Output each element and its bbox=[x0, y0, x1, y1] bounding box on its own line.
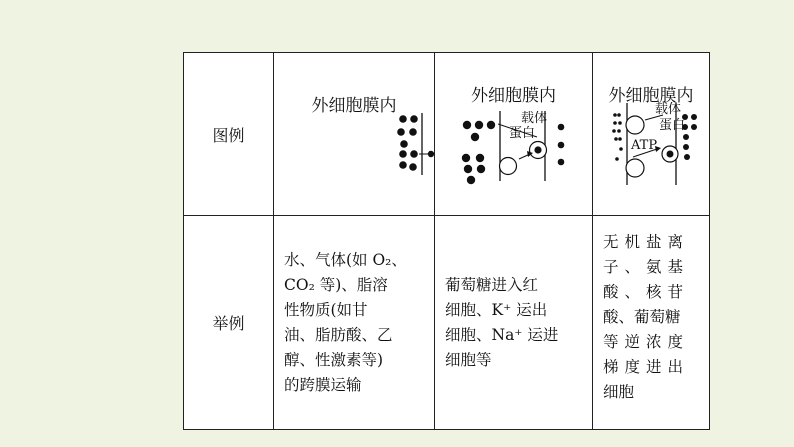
example-line: 细胞、Na⁺ 运进 bbox=[445, 325, 559, 344]
carrier-label-line1: 载体 bbox=[655, 102, 682, 117]
example-facilitated-diffusion bbox=[435, 216, 593, 430]
diagram-free-diffusion bbox=[274, 53, 435, 216]
example-line: 的跨膜运输 bbox=[284, 375, 362, 394]
example-line: 葡萄糖进入红 bbox=[445, 275, 539, 294]
carrier-label-line2: 蛋白 bbox=[659, 118, 686, 133]
example-line: 梯度进出 bbox=[603, 358, 690, 376]
atp-label: ATP bbox=[631, 138, 658, 153]
example-line: 子、氨基 bbox=[603, 258, 690, 276]
example-active-transport bbox=[593, 216, 710, 430]
example-line: 酸、核苷 bbox=[603, 283, 690, 301]
molecules-svg bbox=[274, 53, 435, 215]
transport-table bbox=[183, 52, 710, 430]
diagram-title: 外细胞膜内 bbox=[608, 86, 694, 106]
diagram-facilitated-diffusion bbox=[435, 53, 593, 216]
example-line: 油、脂肪酸、乙 bbox=[284, 325, 393, 344]
example-line: 细胞、K⁺ 运出 bbox=[445, 300, 548, 319]
active-transport-svg bbox=[593, 53, 710, 215]
carrier-label-line2: 蛋白 bbox=[509, 126, 536, 141]
example-line: 水、气体(如 O₂、 bbox=[284, 250, 407, 269]
example-line: 性物质(如甘 bbox=[284, 300, 368, 319]
example-row bbox=[184, 216, 710, 430]
diagram-title: 外细胞膜内 bbox=[471, 86, 556, 106]
example-line: 等逆浓度 bbox=[603, 333, 690, 351]
example-line: CO₂ 等)、脂溶 bbox=[284, 275, 388, 294]
diagram-title: 外细胞膜内 bbox=[311, 96, 397, 116]
example-line: 细胞等 bbox=[445, 350, 492, 369]
row-header-example: 举例 bbox=[184, 216, 274, 430]
diagram-row bbox=[184, 53, 710, 216]
diagram-active-transport bbox=[593, 53, 710, 216]
example-line: 细胞 bbox=[603, 383, 635, 401]
example-line: 酸、葡萄糖 bbox=[603, 308, 681, 326]
facilitated-diffusion-svg bbox=[435, 53, 593, 215]
carrier-label-line1: 载体 bbox=[521, 111, 548, 126]
example-free-diffusion bbox=[274, 216, 435, 430]
example-line: 醇、性激素等) bbox=[284, 350, 384, 369]
example-line: 无机盐离 bbox=[603, 233, 690, 251]
row-header-diagram: 图例 bbox=[184, 53, 274, 216]
